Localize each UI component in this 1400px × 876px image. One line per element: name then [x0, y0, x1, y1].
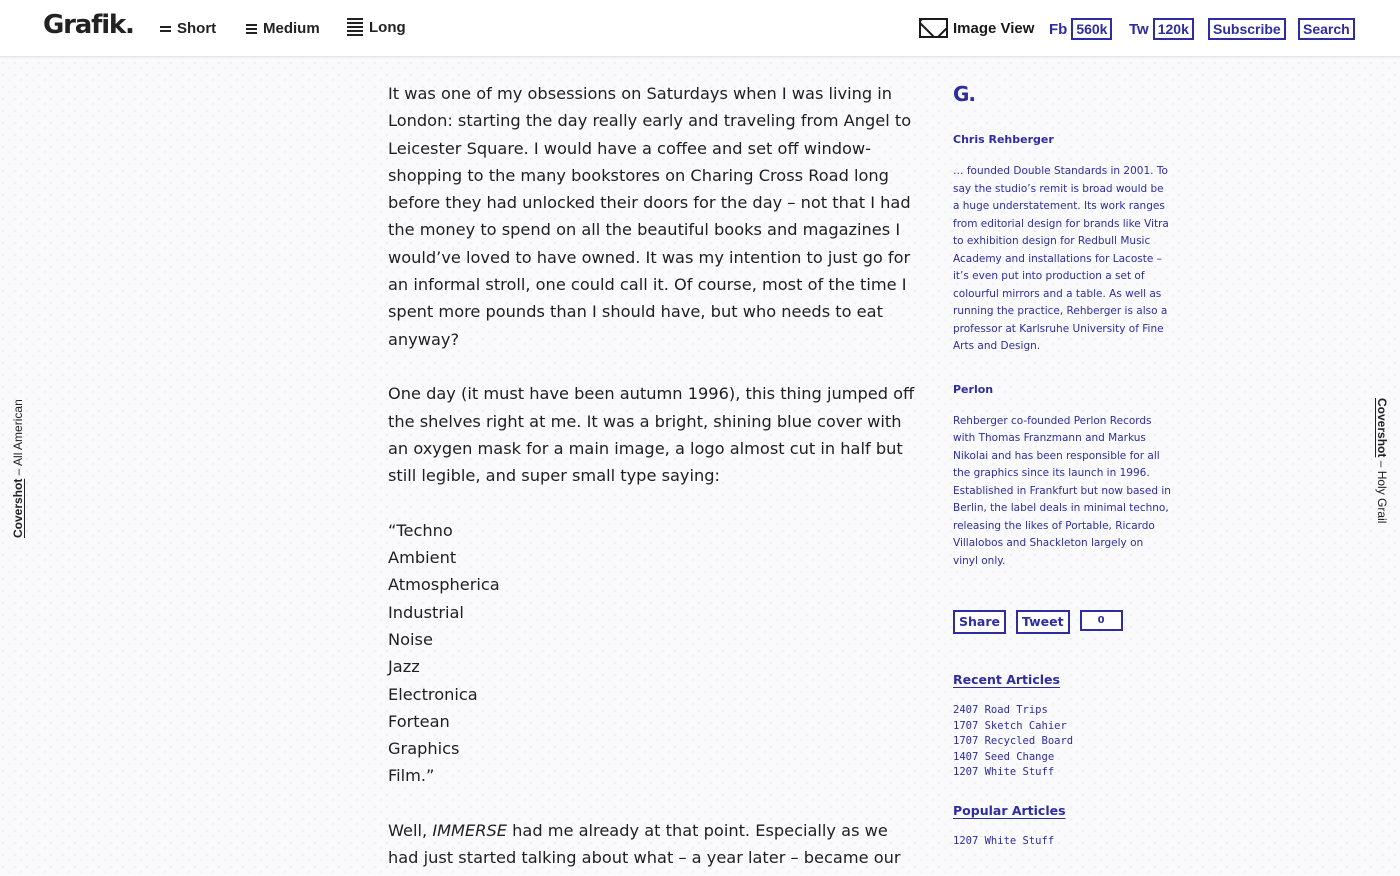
quote-line: “Techno: [388, 520, 453, 540]
twitter-follow[interactable]: [1129, 18, 1194, 40]
facebook-count: 560k: [1071, 18, 1112, 40]
previous-covershot-title: All American: [11, 399, 25, 466]
quote-line: Jazz: [388, 657, 420, 677]
share-count: 0: [1080, 610, 1123, 631]
tweet-button[interactable]: Tweet: [1016, 610, 1070, 634]
grafik-monogram: G.: [953, 82, 976, 106]
next-covershot-title: Holy Grail: [1375, 470, 1389, 524]
article-paragraph: One day (it must have been autumn 1996), this thing jumped off the shelves right at me. It was a bright, shining blue cover with an oxygen mask for a main image, a logo almost cut in half but still legible, and super small type saying:: [388, 384, 915, 486]
separator-left: –: [11, 468, 25, 476]
next-covershot-link[interactable]: [1375, 398, 1389, 523]
recent-article-link[interactable]: 1707 Sketch Cahier: [953, 719, 1067, 732]
previous-covershot-link[interactable]: [11, 399, 25, 538]
quote-line: Industrial: [388, 602, 464, 622]
length-medium-label: Medium: [263, 20, 320, 37]
label-name: Perlon: [953, 382, 994, 396]
recent-article-link[interactable]: 1407 Seed Change: [953, 750, 1055, 763]
article-body: [388, 80, 920, 876]
length-long-label: Long: [369, 18, 406, 36]
recent-article-link[interactable]: 1207 White Stuff: [953, 766, 1055, 779]
closing-text-start: Well,: [388, 821, 433, 841]
length-long-option[interactable]: [347, 18, 406, 36]
facebook-follow[interactable]: [1049, 18, 1112, 40]
genre-quote: [388, 517, 920, 790]
share-controls: [953, 610, 1171, 634]
quote-line: Electronica: [388, 684, 478, 704]
long-lines-icon: [347, 18, 363, 36]
popular-articles-heading[interactable]: Popular Articles: [953, 802, 1066, 818]
article-paragraph: It was one of my obsessions on Saturdays when I was living in London: starting the day really early and traveling from Angel to Leicester Square. I would have a coffee and set off window-shopping to the many bookstores on Charing Cross Road long before they had unlocked their doors for the day – not that I had the money to spend on all the beautiful books and magazines I would’ve loved to have owned. It was my intention to just go for an informal stroll, one could call it. Of course, most of the time I spent more pounds than I should have, but who needs to eat anyway?: [388, 84, 912, 349]
share-button[interactable]: Share: [953, 610, 1006, 634]
image-view-label: Image View: [953, 19, 1035, 37]
length-short-label: Short: [177, 20, 217, 37]
recent-articles-heading[interactable]: Recent Articles: [953, 672, 1060, 687]
popular-article-link[interactable]: 1207 White Stuff: [953, 834, 1055, 847]
medium-lines-icon: [246, 24, 257, 34]
facebook-label: Fb: [1049, 20, 1068, 38]
popular-articles-list: [953, 834, 1171, 850]
separator-right: –: [1375, 460, 1389, 468]
quote-line: Graphics: [388, 739, 460, 759]
covershot-label-right: Covershot: [1375, 398, 1389, 458]
author-name: Chris Rehberger: [953, 133, 1054, 146]
covershot-label-left: Covershot: [11, 478, 25, 538]
length-medium-option[interactable]: [246, 20, 320, 37]
grafik-logo[interactable]: Grafik.: [43, 10, 134, 40]
article-paragraph: [388, 817, 920, 872]
author-bio: … founded Double Standards in 2001. To say the studio’s remit is broad would be a huge understatement. Its work ranges from editorial design for brands like Vitra to exhibition design for Redbull Music Academy and installations for Lacoste – it’s even put into production a set of colourful mirrors and a table. As well as running the practice, Rehberger is also a professor at Karlsruhe University of Fine Arts and Design.: [953, 165, 1169, 352]
quote-line: Fortean: [388, 711, 450, 731]
quote-line: Atmospherica: [388, 575, 500, 595]
length-short-option[interactable]: [160, 20, 216, 37]
article-sidebar: [953, 80, 1171, 850]
magazine-title: IMMERSE: [432, 821, 507, 841]
search-button[interactable]: Search: [1298, 18, 1355, 40]
top-navigation-bar: [0, 0, 1400, 57]
recent-article-link[interactable]: 1707 Recycled Board: [953, 735, 1074, 748]
recent-articles-list: [953, 703, 1171, 781]
quote-line: Ambient: [388, 548, 457, 568]
image-view-icon: [919, 18, 948, 38]
twitter-label: Tw: [1129, 20, 1149, 38]
quote-line: Noise: [388, 629, 433, 649]
short-lines-icon: [160, 26, 171, 32]
twitter-count: 120k: [1153, 18, 1194, 40]
closing-text-end: had me already at that point. Especially as we had just started talking about what – a year later – became our: [388, 821, 901, 868]
quote-line: Film.”: [388, 766, 435, 786]
image-view-toggle[interactable]: [919, 18, 1034, 38]
label-bio: Rehberger co-founded Perlon Records with Thomas Franzmann and Markus Nikolai and has been responsible for all the graphics since its launch in 1996. Established in Frankfurt but now based in Berlin, the label deals in minimal techno, releasing the likes of Portable, Ricardo Villalobos and Shackleton largely on vinyl only.: [953, 414, 1171, 567]
recent-article-link[interactable]: 2407 Road Trips: [953, 704, 1048, 716]
subscribe-button[interactable]: Subscribe: [1208, 18, 1286, 40]
